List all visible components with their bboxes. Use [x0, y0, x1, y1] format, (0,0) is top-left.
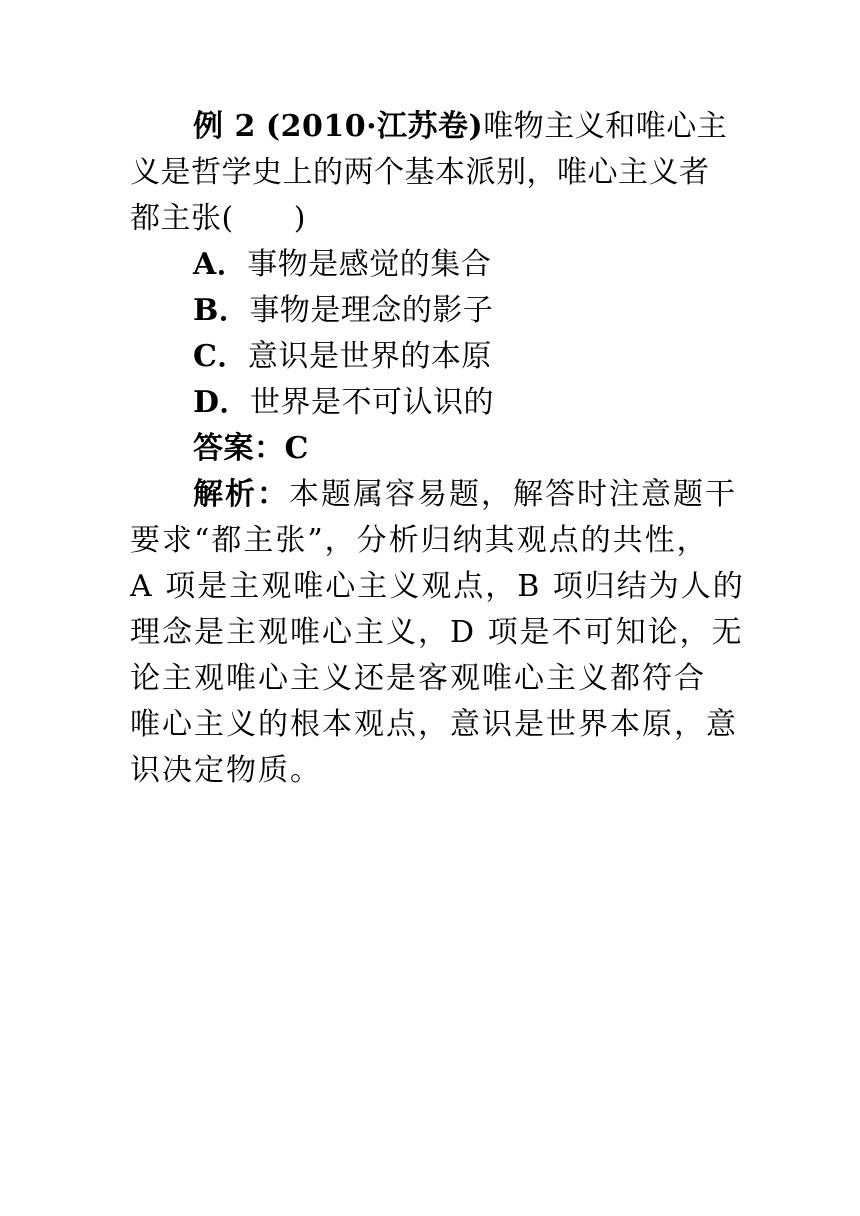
- option-text: 事物是理念的影子: [249, 293, 494, 328]
- option-c: [130, 334, 730, 380]
- question-line-2: 义是哲学史上的两个基本派别，唯心主义者: [130, 155, 710, 190]
- question-line-3: [130, 196, 730, 242]
- document-page: [130, 104, 745, 794]
- analysis-line-5: 论主观唯心主义还是客观唯心主义都符合: [130, 661, 706, 696]
- question-label: 例 2: [193, 109, 256, 144]
- question-stem-paren-close: ): [293, 201, 306, 236]
- analysis-block: [130, 472, 745, 794]
- option-a: [130, 242, 730, 288]
- option-text: 意识是世界的本原: [247, 339, 492, 374]
- question-stem-part-3: 都主张(: [130, 201, 234, 236]
- option-letter: B．: [193, 293, 250, 328]
- question-line-1: [130, 104, 730, 150]
- answer-label: 答案：: [193, 431, 285, 466]
- option-d: [130, 380, 730, 426]
- question-source: (2010·江苏卷): [265, 109, 484, 144]
- option-b: [130, 288, 730, 334]
- option-text: 事物是感觉的集合: [247, 247, 492, 282]
- option-letter: D．: [193, 385, 251, 420]
- option-text: 世界是不可认识的: [250, 385, 495, 420]
- option-letter: A．: [193, 247, 248, 282]
- analysis-line-1: [130, 472, 737, 518]
- analysis-line-7: 识决定物质。: [130, 753, 322, 788]
- analysis-text: 本题属容易题，解答时注意题干: [289, 477, 737, 512]
- analysis-line-4: 理念是主观唯心主义，D 项是不可知论，无: [130, 615, 744, 650]
- answer-value: C: [284, 431, 309, 466]
- analysis-line-2: 要求“都主张”，分析归纳其观点的共性，: [130, 523, 709, 558]
- analysis-line-3: A 项是主观唯心主义观点，B 项归结为人的: [130, 569, 745, 604]
- analysis-label: 解析：: [193, 477, 289, 512]
- answer-line: [130, 426, 730, 472]
- option-letter: C．: [193, 339, 248, 374]
- question-stem-part-1: 唯物主义和唯心主: [483, 109, 728, 144]
- analysis-line-6: 唯心主义的根本观点，意识是世界本原，意: [130, 707, 738, 742]
